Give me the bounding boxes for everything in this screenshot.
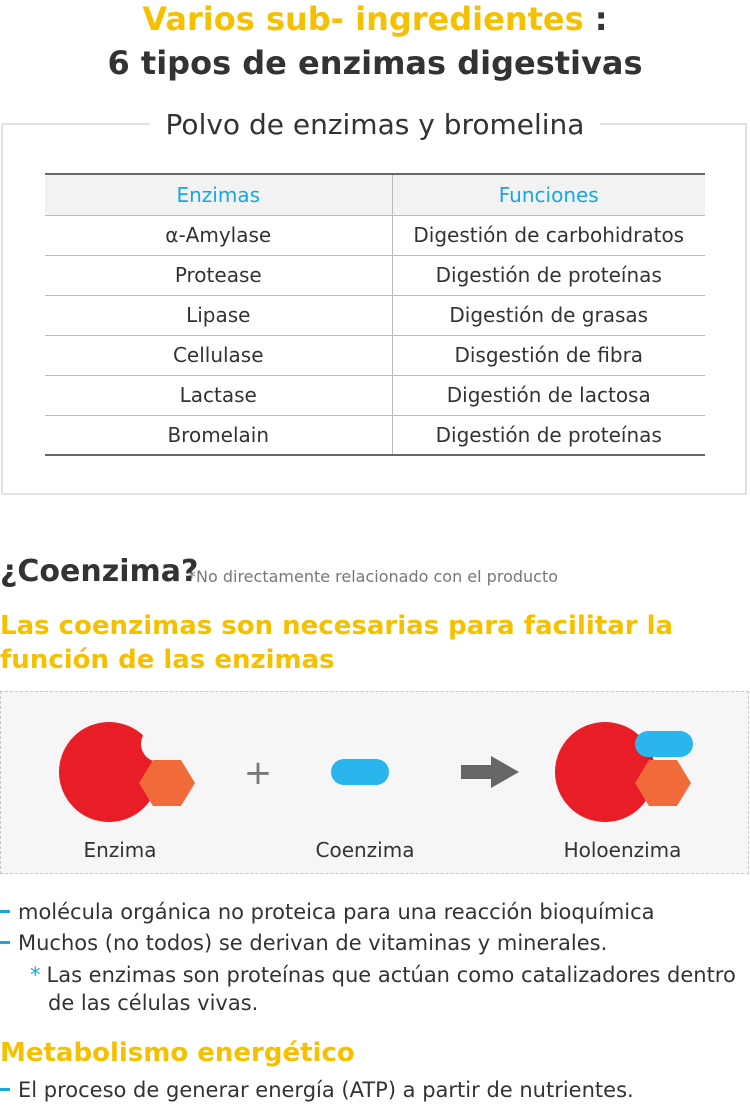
holoenzyme-shape [555, 722, 693, 822]
enzyme-cell: Lipase [45, 295, 392, 335]
footnote-text-1: Las enzimas son proteínas que actúan como catalizadores dentro [46, 963, 736, 987]
enzyme-cell: Protease [45, 255, 392, 295]
footnote [30, 960, 736, 990]
plus-sign: + [243, 753, 273, 793]
coenzyme-title: ¿Coenzima? [0, 554, 199, 589]
enzyme-binding-site [141, 726, 177, 762]
list-item [0, 1075, 634, 1105]
table-row [45, 215, 705, 255]
asterisk-icon: * [30, 963, 41, 987]
enzyme-box-title: Polvo de enzimas y bromelina [150, 103, 600, 147]
enzyme-shape [59, 722, 195, 822]
coenzyme-subtitle: Las coenzimas son necesarias para facilitar la función de las enzimas [0, 611, 674, 675]
enzyme-cell: α-Amylase [45, 215, 392, 255]
enzyme-table [45, 173, 705, 456]
function-cell: Digestión de proteínas [392, 255, 705, 295]
label-enzima: Enzima [83, 838, 157, 862]
bullet-text: molécula orgánica no proteica para una reacción bioquímica [18, 900, 655, 924]
title-colon: : [583, 0, 608, 38]
arrow-icon [461, 756, 519, 788]
function-cell: Digestión de proteínas [392, 415, 705, 455]
table-row [45, 255, 705, 295]
coenzyme-note: *No directamente relacionado con el producto [188, 567, 559, 586]
table-row [45, 295, 705, 335]
holoenzyme-coenzyme [635, 731, 693, 757]
table-header-row [45, 174, 705, 215]
label-coenzima: Coenzima [315, 838, 415, 862]
dash-icon [0, 941, 10, 944]
bullet-text: Muchos (no todos) se derivan de vitaminas y minerales. [18, 931, 608, 955]
enzyme-cell: Lactase [45, 375, 392, 415]
page-subtitle: 6 tipos de enzimas digestivas [107, 44, 643, 82]
enzyme-cell: Bromelain [45, 415, 392, 455]
title-highlight: Varios sub- ingredientes [142, 0, 584, 38]
coenzyme-pill [331, 759, 389, 785]
function-cell: Digestión de carbohidratos [392, 215, 705, 255]
dash-icon [0, 1088, 10, 1091]
table-row [45, 415, 705, 455]
function-cell: Digestión de lactosa [392, 375, 705, 415]
page-title [0, 0, 750, 38]
footnote-text-2: de las células vivas. [48, 991, 259, 1015]
function-cell: Disgestión de fibra [392, 335, 705, 375]
column-header-enzymes: Enzimas [45, 174, 392, 215]
column-header-functions: Funciones [392, 174, 705, 215]
table-row [45, 375, 705, 415]
dash-icon [0, 910, 10, 913]
function-cell: Digestión de grasas [392, 295, 705, 335]
list-item [0, 928, 607, 958]
enzyme-cell: Cellulase [45, 335, 392, 375]
metabolism-title: Metabolismo energético [0, 1038, 355, 1068]
bullet-text: El proceso de generar energía (ATP) a partir de nutrientes. [18, 1078, 634, 1102]
list-item [0, 897, 655, 927]
table-row [45, 335, 705, 375]
label-holoenzima: Holoenzima [563, 838, 682, 862]
